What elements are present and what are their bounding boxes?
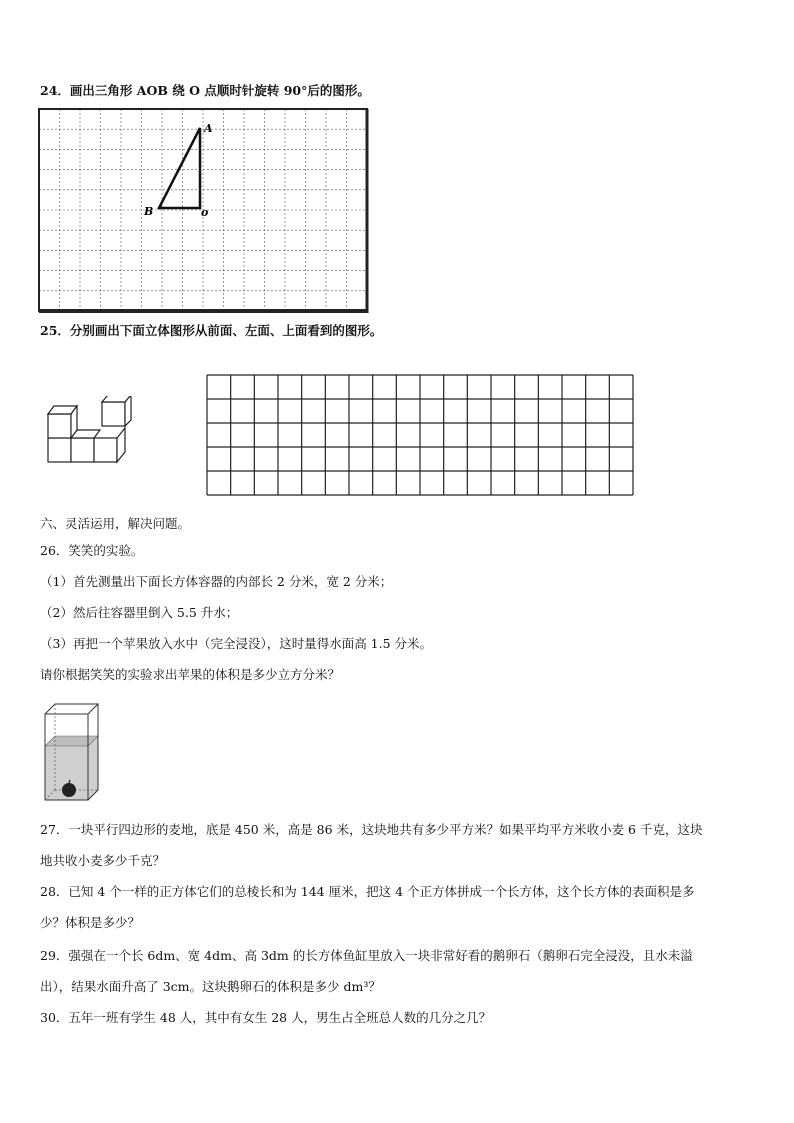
question-27-line-2: 地共收小麦多少千克？: [40, 853, 166, 868]
question-26-step-3: （3）再把一个苹果放入水中（完全浸没），这时量得水面高 1.5 分米。: [40, 636, 433, 651]
question-28-line-1: 28．已知 4 个一样的正方体它们的总棱长和为 144 厘米，把这 4 个正方体拼成一个长方体，这个长方体的表面积是多: [40, 884, 695, 899]
question-27-line-1: 27．一块平行四边形的麦地，底是 450 米，高是 86 米，这块地共有多少平方米？如果平均平方米收小麦 6 千克，这块: [40, 822, 703, 837]
grid-figure-24: [38, 108, 370, 315]
question-29-line-1: 29．强强在一个长 6dm、宽 4dm、高 3dm 的长方体鱼缸里放入一块非常好看的鹅卵石（鹅卵石完全浸没，且水未溢: [40, 948, 693, 963]
question-26-question: 请你根据笑笑的实验求出苹果的体积是多少立方分米？: [40, 667, 341, 682]
question-24: 24．画出三角形 AOB 绕 O 点顺时针旋转 90°后的图形。: [40, 83, 370, 98]
triangle-aob: [159, 128, 200, 208]
label-o: o: [201, 206, 209, 219]
question-28-line-2: 少？体积是多少？: [40, 915, 141, 930]
question-29-line-2: 出），结果水面升高了 3cm。这块鹅卵石的体积是多少 dm³？: [40, 979, 381, 994]
label-a: A: [204, 122, 213, 135]
question-26-step-2: （2）然后往容器里倒入 5.5 升水；: [40, 605, 239, 620]
apple-icon: [62, 783, 76, 797]
question-25: 25．分别画出下面立体图形从前面、左面、上面看到的图形。: [40, 323, 383, 338]
cube-figure-25: [44, 396, 136, 466]
section-6-title: 六、灵活运用，解决问题。: [40, 516, 191, 531]
container-figure-26: [42, 700, 106, 806]
answer-grid-25[interactable]: [206, 374, 634, 496]
question-26: 26．笑笑的实验。: [40, 543, 144, 558]
label-b: B: [144, 205, 154, 218]
question-26-step-1: （1）首先测量出下面长方体容器的内部长 2 分米，宽 2 分米；: [40, 574, 393, 589]
question-30: 30．五年一班有学生 48 人，其中有女生 28 人，男生占全班总人数的几分之几？: [40, 1010, 492, 1025]
